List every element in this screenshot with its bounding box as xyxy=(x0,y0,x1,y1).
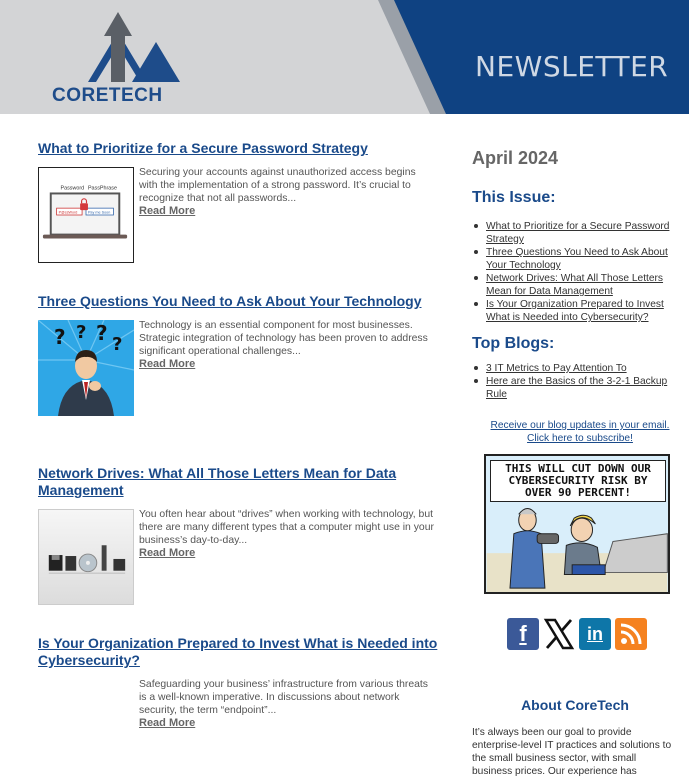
this-issue-list xyxy=(474,220,682,324)
read-more-link[interactable]: Read More xyxy=(139,205,196,218)
article-title-link[interactable]: What to Prioritize for a Secure Password Strategy xyxy=(38,140,368,156)
logo-wordmark: CORETECH xyxy=(52,85,163,106)
article-title-link[interactable]: Three Questions You Need to Ask About Your Technology xyxy=(38,293,422,309)
thumb-password-label: Password xyxy=(60,185,85,192)
top-blogs-list xyxy=(474,362,682,401)
this-issue-link[interactable]: Network Drives: What All Those Letters Mean for Data Management xyxy=(486,273,664,297)
about-heading: About CoreTech xyxy=(521,697,629,713)
excerpt-text: You often hear about “drives” when working with technology, but there are many different types that a computer might use in your business’s day-to-day... xyxy=(139,509,434,546)
newsletter-header xyxy=(0,0,689,114)
article-body xyxy=(38,679,438,777)
this-issue-link[interactable]: Three Questions You Need to Ask About Your Technology xyxy=(486,247,668,271)
top-blogs-heading: Top Blogs: xyxy=(472,335,555,352)
svg-text:?: ? xyxy=(112,334,123,355)
svg-text:?: ? xyxy=(96,321,108,345)
linkedin-icon[interactable]: in xyxy=(579,618,611,650)
x-icon[interactable] xyxy=(543,618,575,650)
svg-text:?: ? xyxy=(76,322,87,343)
cybersecurity-comic[interactable] xyxy=(484,454,670,594)
thumb-field-2: Pay me Soon xyxy=(87,210,111,215)
about-text: It’s always been our goal to provide enterprise-level IT practices and solutions to the small business sector, with small business prices. Our experience has xyxy=(472,727,672,777)
this-issue-link[interactable]: What to Prioritize for a Secure Password Strategy xyxy=(486,221,670,245)
article-body xyxy=(38,320,438,418)
article-title-link[interactable]: Is Your Organization Prepared to Invest What is Needed into Cybersecurity? xyxy=(38,635,438,668)
excerpt-text: Safeguarding your business’ infrastructure from various threats is a well-known imperative. In discussions about network security, the term “endpoint”... xyxy=(139,679,428,716)
article-password-strategy xyxy=(38,140,438,265)
article-three-questions xyxy=(38,293,438,418)
article-cybersecurity-investment xyxy=(38,635,438,777)
this-issue-heading: This Issue: xyxy=(472,189,556,206)
this-issue-link[interactable]: Is Your Organization Prepared to Invest What is Needed into Cybersecurity? xyxy=(486,299,664,323)
article-excerpt xyxy=(139,679,437,730)
issue-date: April 2024 xyxy=(472,148,559,168)
banner-title: NEWSLETTER xyxy=(475,50,669,83)
article-title-link[interactable]: Network Drives: What All Those Letters Mean for Data Management xyxy=(38,465,397,498)
article-excerpt xyxy=(139,320,437,371)
storage-devices-icon[interactable] xyxy=(38,509,134,605)
sidebar xyxy=(468,140,682,777)
subscribe-link[interactable] xyxy=(478,419,682,445)
facebook-icon[interactable]: f xyxy=(507,618,539,650)
article-body xyxy=(38,167,438,265)
read-more-link[interactable]: Read More xyxy=(139,358,196,371)
list-item xyxy=(474,375,682,401)
article-excerpt xyxy=(139,167,437,218)
list-item xyxy=(474,298,682,324)
laptop-lock-icon[interactable] xyxy=(38,167,134,263)
article-network-drives xyxy=(38,465,438,607)
article-excerpt xyxy=(139,509,437,560)
thinking-man-icon[interactable] xyxy=(38,320,134,416)
subscribe-block xyxy=(468,419,682,445)
excerpt-text: Securing your accounts against unauthorized access begins with the implementation of a strong password. It’s crucial to recognize that not all passwords... xyxy=(139,167,416,204)
comic-caption: THIS WILL CUT DOWN OUR CYBERSECURITY RISK BY OVER 90 PERCENT! xyxy=(490,460,666,502)
thumb-field-1: P@ssWord xyxy=(58,210,78,215)
excerpt-text: Technology is an essential component for most businesses. Strategic integration of technology has been proven to address significant operational challenges... xyxy=(139,320,428,357)
svg-text:?: ? xyxy=(54,325,66,349)
top-blog-link[interactable]: 3 IT Metrics to Pay Attention To xyxy=(486,363,627,374)
list-item xyxy=(474,220,682,246)
rss-icon[interactable] xyxy=(615,618,647,650)
article-body xyxy=(38,509,438,607)
thumb-passphrase-label: PassPhrase xyxy=(87,185,117,192)
read-more-link[interactable]: Read More xyxy=(139,717,196,730)
top-blog-link[interactable]: Here are the Basics of the 3-2-1 Backup Rule xyxy=(486,376,668,400)
list-item xyxy=(474,246,682,272)
list-item xyxy=(474,272,682,298)
subscribe-line-2: Click here to subscribe! xyxy=(527,433,633,444)
subscribe-line-1: Receive our blog updates in your email. xyxy=(490,420,670,431)
list-item xyxy=(474,362,682,375)
read-more-link[interactable]: Read More xyxy=(139,547,196,560)
